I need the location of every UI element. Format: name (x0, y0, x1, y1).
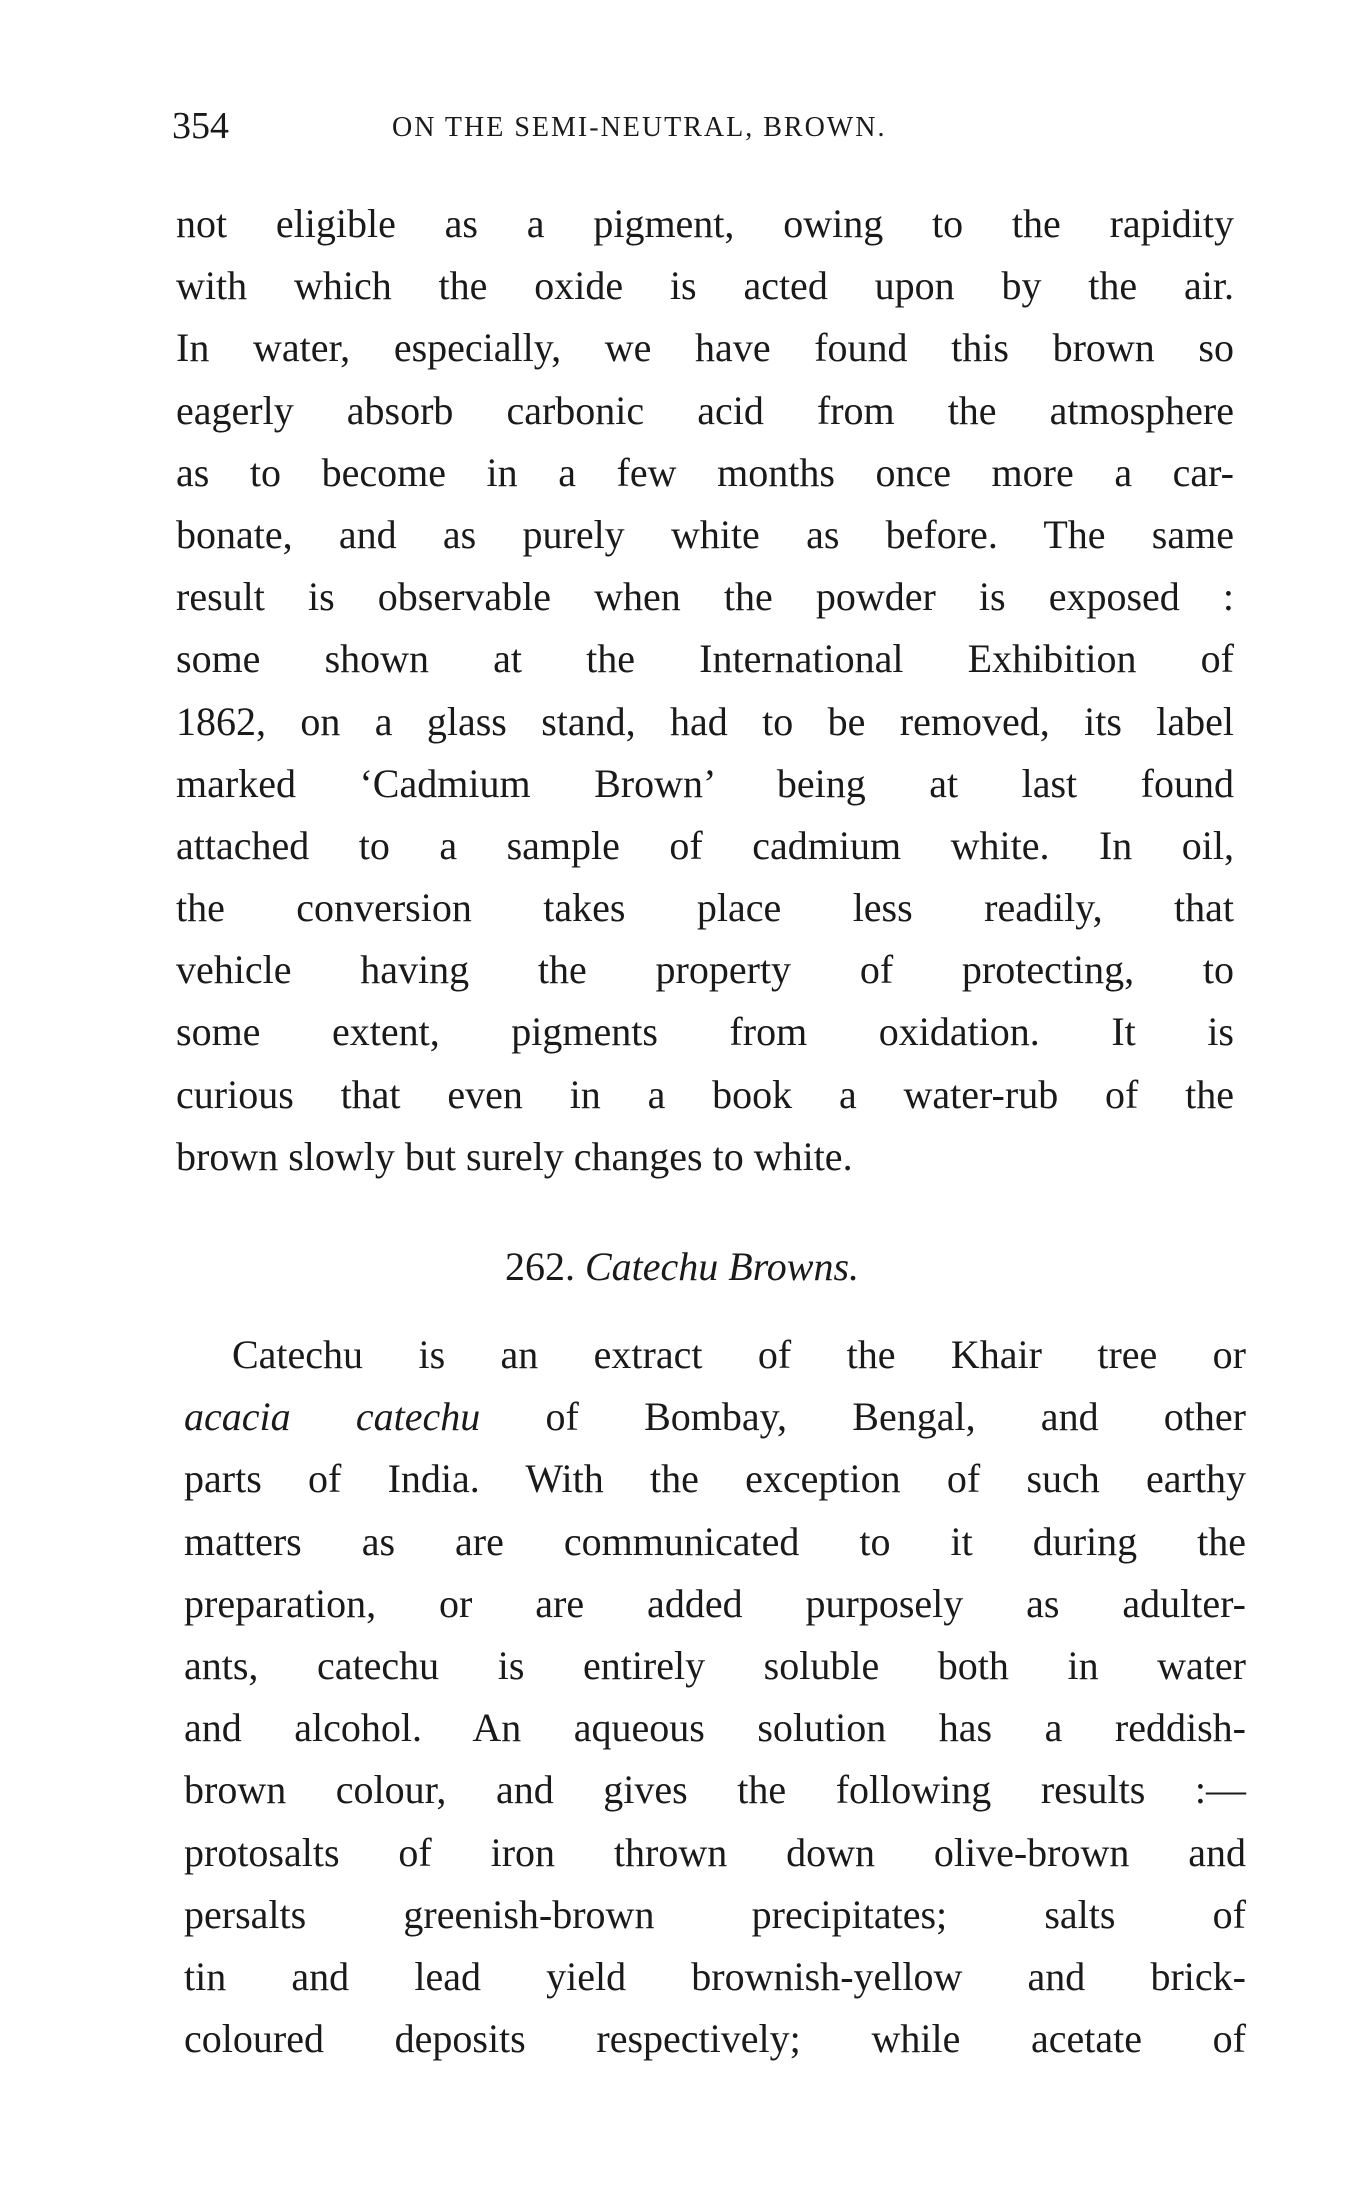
text-line: coloured deposits respectively; while acetate of (184, 2016, 1246, 2062)
text-line: and alcohol. An aqueous solution has a reddish- (184, 1705, 1246, 1751)
section-heading (0, 1236, 1364, 1298)
running-header (172, 104, 1012, 154)
text-line: ants, catechu is entirely soluble both in water (184, 1642, 1246, 1688)
text-line: Catechu is an extract of the Khair tree or (232, 1332, 1246, 1377)
text-line: curious that even in a book a water-rub of the (176, 1071, 1234, 1117)
text-line: the conversion takes place less readily, that (176, 885, 1234, 931)
paragraph-continued (176, 193, 1234, 1188)
italic-term: acacia catechu (184, 1394, 481, 1440)
text-line: some shown at the International Exhibition of (176, 636, 1234, 682)
page-number: 354 (172, 105, 229, 147)
text-line: with which the oxide is acted upon by the air. (176, 263, 1234, 309)
paragraph-catechu (184, 1324, 1246, 2070)
text-line: not eligible as a pigment, owing to the rapidity (176, 201, 1234, 246)
section-number: 262. (504, 1244, 575, 1289)
text-line: some extent, pigments from oxidation. It is (176, 1009, 1234, 1055)
text-line: 1862, on a glass stand, had to be removed, its label (176, 698, 1234, 744)
text-line: eagerly absorb carbonic acid from the atmosphere (176, 387, 1234, 433)
text-line: In water, especially, we have found this brown so (176, 325, 1234, 371)
section-title: Catechu Browns. (584, 1244, 860, 1289)
text-line: vehicle having the property of protecting, to (176, 947, 1234, 993)
text-line: parts of India. With the exception of such earthy (184, 1456, 1246, 1502)
text-line: bonate, and as purely white as before. The same (176, 511, 1234, 557)
text-line: matters as are communicated to it during the (184, 1518, 1246, 1564)
text-line: preparation, or are added purposely as adulter- (184, 1580, 1246, 1626)
text-line: result is observable when the powder is exposed : (176, 574, 1234, 620)
text-line (184, 1386, 1246, 1448)
running-title: ON THE SEMI-NEUTRAL, BROWN. (392, 112, 887, 143)
text-span: of Bombay, Bengal, and other (480, 1394, 1246, 1440)
text-line: persalts greenish-brown precipitates; salts of (184, 1891, 1246, 1937)
text-line: as to become in a few months once more a car- (176, 449, 1234, 495)
text-line: brown slowly but surely changes to white. (176, 1133, 853, 1179)
text-line: tin and lead yield brownish-yellow and brick- (184, 1953, 1246, 1999)
text-line: attached to a sample of cadmium white. In oil, (176, 822, 1234, 868)
text-line: marked ‘Cadmium Brown’ being at last found (176, 760, 1234, 806)
text-line: brown colour, and gives the following results :— (184, 1767, 1246, 1813)
text-line: protosalts of iron thrown down olive-brown and (184, 1829, 1246, 1875)
